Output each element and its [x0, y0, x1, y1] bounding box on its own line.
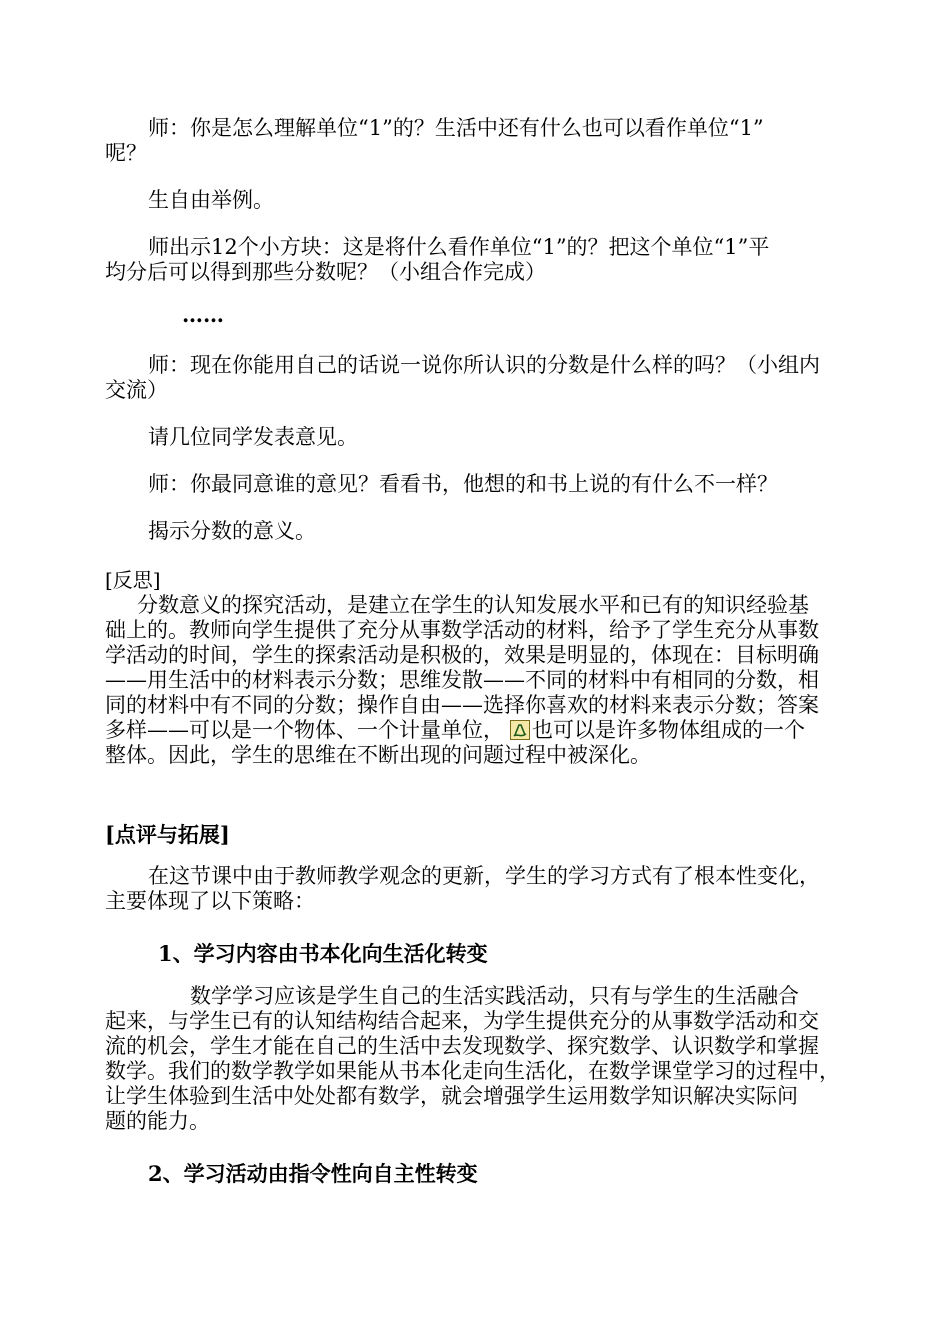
dialogue-p1-line1: 师：你是怎么理解单位“1”的？生活中还有什么也可以看作单位“1”	[148, 116, 764, 140]
body1-line-5: 让学生体验到生活中处处都有数学，就会增强学生运用数学知识解决实际问	[105, 1084, 798, 1108]
dialogue-p2: 生自由举例。	[148, 188, 274, 212]
ellipsis: ……	[182, 302, 224, 327]
reflection-line-6a: 多样——可以是一个物体、一个计量单位，	[105, 718, 504, 742]
body1-line-2: 起来，与学生已有的认知结构结合起来，为学生提供充分的从事数学活动和交	[105, 1009, 819, 1033]
pencil-note-icon	[510, 720, 530, 740]
subheading-2: 2、学习活动由指令性向自主性转变	[148, 1161, 478, 1186]
dialogue-p4-line2: 交流）	[105, 378, 168, 402]
dialogue-p6: 师：你最同意谁的意见？看看书，他想的和书上说的有什么不一样？	[148, 472, 778, 496]
body1-line-3: 流的机会，学生才能在自己的生活中去发现数学、探究数学、认识数学和掌握	[105, 1034, 819, 1058]
subheading-1: 1、学习内容由书本化向生活化转变	[158, 941, 488, 966]
dialogue-p3-line1: 师出示12个小方块：这是将什么看作单位“1”的？把这个单位“1”平	[148, 235, 770, 259]
dialogue-p1-line2: 呢？	[105, 141, 147, 165]
reflection-heading: [反思]	[105, 568, 161, 592]
reflection-line-6	[105, 720, 805, 741]
dialogue-p4-line1: 师：现在你能用自己的话说一说你所认识的分数是什么样的吗？（小组内	[148, 353, 820, 377]
dialogue-p7: 揭示分数的意义。	[148, 519, 316, 543]
reflection-line-3: 学活动的时间，学生的探索活动是积极的，效果是明显的，体现在：目标明确	[105, 643, 819, 667]
commentary-intro-line2: 主要体现了以下策略：	[105, 889, 315, 913]
body1-line-6: 题的能力。	[105, 1109, 210, 1133]
dialogue-p3-line2: 均分后可以得到那些分数呢？（小组合作完成）	[105, 260, 546, 284]
commentary-heading: [点评与拓展]	[105, 822, 230, 847]
reflection-line-5: 同的材料中有不同的分数；操作自由——选择你喜欢的材料来表示分数；答案	[105, 693, 819, 717]
reflection-line-4: ——用生活中的材料表示分数；思维发散——不同的材料中有相同的分数，相	[105, 668, 819, 692]
reflection-line-2: 础上的。教师向学生提供了充分从事数学活动的材料，给予了学生充分从事数	[105, 618, 819, 642]
body1-line-4: 数学。我们的数学教学如果能从书本化走向生活化，在数学课堂学习的过程中，	[105, 1059, 840, 1083]
reflection-line-6b: 也可以是许多物体组成的一个	[532, 718, 805, 742]
reflection-line-1: 分数意义的探究活动，是建立在学生的认知发展水平和已有的知识经验基	[137, 593, 809, 617]
reflection-line-7: 整体。因此，学生的思维在不断出现的问题过程中被深化。	[105, 743, 651, 767]
body1-line-1: 数学学习应该是学生自己的生活实践活动，只有与学生的生活融合	[190, 984, 799, 1008]
dialogue-p5: 请几位同学发表意见。	[148, 425, 358, 449]
commentary-intro-line1: 在这节课中由于教师教学观念的更新，学生的学习方式有了根本性变化，	[148, 864, 820, 888]
